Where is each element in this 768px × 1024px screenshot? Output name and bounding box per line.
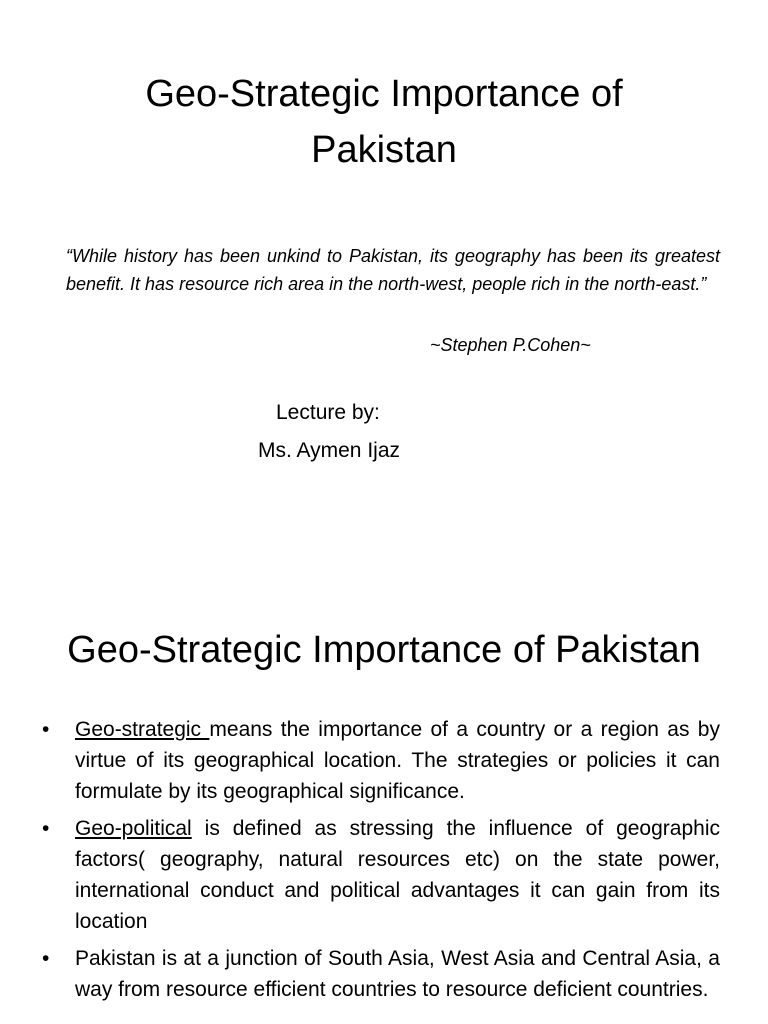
bullet-text: is defined as stressing the influence of geographic factors( geography, natural resources etc) on the state power, international conduct and political advantages it can gain from its location bbox=[75, 817, 720, 933]
bullet-dot-icon: • bbox=[42, 947, 50, 970]
bullet-text: Pakistan is at a junction of South Asia, West Asia and Central Asia, a way from resource efficient countries to resource deficient countries. bbox=[75, 947, 720, 1001]
bullet-item bbox=[0, 943, 768, 1005]
quote-attribution: ~Stephen P.Cohen~ bbox=[430, 335, 591, 355]
slide-content bbox=[0, 576, 768, 1024]
slide-heading: Geo-Strategic Importance of Pakistan bbox=[67, 629, 701, 671]
bullet-item bbox=[0, 714, 768, 807]
lecture-credit bbox=[258, 394, 400, 470]
quote-text: “While history has been unkind to Pakistan, its geography has been its greatest benefit. It has resource rich area in the north-west, people rich in the north-east.” bbox=[66, 246, 720, 294]
lecture-label: Lecture by: bbox=[276, 401, 380, 424]
bullet-list bbox=[0, 714, 768, 1011]
lecturer-name: Ms. Aymen Ijaz bbox=[258, 439, 400, 462]
bullet-item bbox=[0, 813, 768, 937]
bullet-term: Geo-political bbox=[75, 817, 192, 840]
title-line-1: Geo-Strategic Importance of bbox=[145, 73, 623, 115]
bullet-dot-icon: • bbox=[42, 718, 50, 741]
bullet-dot-icon: • bbox=[42, 817, 50, 840]
bullet-term: Geo-strategic bbox=[75, 718, 210, 741]
title-line-2: Pakistan bbox=[311, 129, 457, 171]
slide-title bbox=[0, 66, 768, 178]
bullet-text: means the importance of a country or a region as by virtue of its geographical location. The strategies or policies it can formulate by its geographical significance. bbox=[75, 718, 720, 803]
